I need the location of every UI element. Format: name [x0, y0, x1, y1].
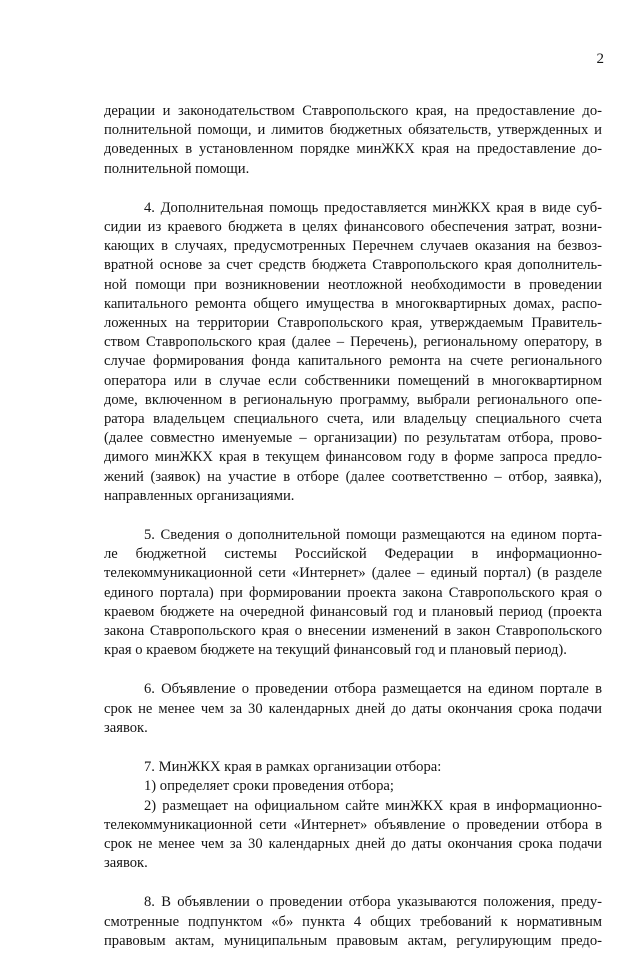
text-line: заявок. [104, 855, 148, 872]
text-line: 6. Объявление о проведении отбора размещается на едином портале в [144, 681, 602, 698]
text-line: закона Ставропольского края о внесении изменений в закон Ставропольского [104, 623, 602, 640]
text-line: срок не менее чем за 30 календарных дней до даты окончания срока подачи [104, 835, 602, 852]
text-line: срок не менее чем за 30 календарных дней до даты окончания срока подачи [104, 700, 602, 717]
text-line: доме, включенном в региональную программу, выбрали регионального опе- [104, 391, 602, 408]
text-line: направленных организациями. [104, 487, 295, 504]
text-line: 8. В объявлении о проведении отбора указываются положения, преду- [144, 894, 602, 911]
text-line: правовым актам, муниципальным правовым актам, регулирующим предо- [104, 932, 602, 949]
paragraph [104, 526, 602, 660]
paragraph [104, 199, 602, 506]
text-line: краевом бюджете на очередной финансовый год и плановый период (проекта [104, 603, 602, 620]
text-line: телекоммуникационной сети «Интернет» объявление о проведении отбора в [104, 816, 602, 833]
text-line: оператора или в случае если собственники помещений в многоквартирном [104, 372, 602, 389]
text-line: случае формирования фонда капитального ремонта на счете регионального [104, 353, 602, 370]
text-line: доведенных в установленном порядке минЖКХ края на предоставление до- [104, 141, 602, 158]
text-line: ложенных на территории Ставропольского края, утверждаемым Правитель- [104, 315, 602, 332]
text-line: 2) размещает на официальном сайте минЖКХ края в информационно- [144, 797, 602, 814]
document-body [104, 102, 602, 971]
text-line: ной помощи при возникновении неотложной необходимости в проведении [104, 276, 602, 293]
paragraph [104, 680, 602, 738]
text-line: 5. Сведения о дополнительной помощи размещаются на едином порта- [144, 527, 602, 544]
text-line: края о краевом бюджете на текущий финансовый год и плановый период). [104, 642, 567, 659]
text-line: смотренные подпунктом «б» пункта 4 общих требований к нормативным [104, 913, 602, 930]
text-line: сидии из краевого бюджета в целях финансового обеспечения затрат, возни- [104, 219, 602, 236]
text-line: жений (заявок) на участие в отборе (далее соответственно – отбор, заявка), [104, 468, 602, 485]
text-line: ратора владельцем специального счета, или владельцу специального счета [104, 411, 602, 428]
text-line: полнительной помощи, и лимитов бюджетных обязательств, утвержденных и [104, 122, 602, 139]
text-line: полнительной помощи. [104, 160, 250, 177]
text-line: заявок. [104, 719, 148, 736]
text-line: телекоммуникационной сети «Интернет» (далее – единый портал) (в разделе [104, 565, 602, 582]
page-number: 2 [596, 51, 604, 67]
text-line: 1) определяет сроки проведения отбора; [144, 778, 394, 795]
text-line: вратной основе за счет средств бюджета Ставропольского края дополнитель- [104, 257, 602, 274]
text-line: (далее совместно именуемые – организации) по результатам отбора, прово- [104, 430, 602, 447]
paragraph [104, 102, 602, 179]
text-line: единого портала) при формировании проекта закона Ставропольского края о [104, 584, 602, 601]
text-line: кающих в случаях, предусмотренных Перечнем случаев оказания на безвоз- [104, 238, 602, 255]
text-line: 4. Дополнительная помощь предоставляется минЖКХ края в виде суб- [144, 199, 602, 216]
text-line: ле бюджетной системы Российской Федерации в информационно- [104, 546, 602, 563]
text-line: капитального ремонта общего имущества в многоквартирных домах, распо- [104, 295, 602, 312]
text-line: ством Ставропольского края (далее – Перечень), региональному оператору, в [104, 334, 602, 351]
paragraph [104, 758, 602, 873]
text-line: 7. МинЖКХ края в рамках организации отбора: [144, 759, 442, 776]
text-line: дерации и законодательством Ставропольского края, на предоставление до- [104, 103, 602, 119]
paragraph [104, 893, 602, 951]
text-line: димого минЖКХ края в текущем финансовом году в форме запроса предло- [104, 449, 602, 466]
